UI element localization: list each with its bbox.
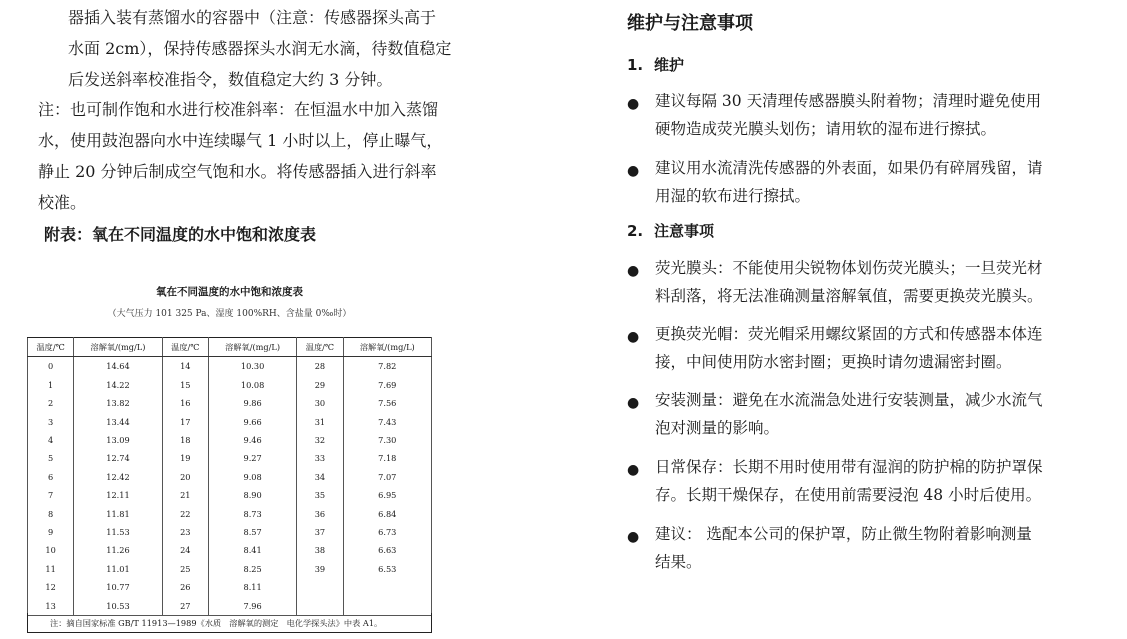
table-cell: 6.84 (343, 505, 431, 523)
table-cell: 27 (162, 597, 208, 616)
calibration-paragraph (38, 2, 451, 95)
table-row (28, 523, 432, 541)
bullet-item (627, 520, 1077, 576)
bullet-line: 硬物造成荧光膜头划伤；请用软的湿布进行擦拭。 (655, 120, 997, 138)
table-row (28, 505, 432, 523)
bullet-item (627, 320, 1077, 376)
table-cell: 13 (28, 597, 74, 616)
text-line: 注：也可制作饱和水进行校准斜率：在恒温水中加入蒸馏 (38, 100, 439, 119)
table-cell: 9.86 (208, 394, 296, 412)
column-header: 温度/℃ (297, 338, 343, 357)
table-cell: 6.63 (343, 541, 431, 559)
table-cell: 11.26 (74, 541, 162, 559)
table-cell: 12 (28, 578, 74, 596)
text-line: 后发送斜率校准指令，数值稳定大约 3 分钟。 (68, 70, 393, 89)
bullet-item (627, 254, 1077, 310)
bullet-line: 日常保存：长期不用时使用带有湿润的防护棉的防护罩保 (655, 458, 1043, 476)
table-cell: 10 (28, 541, 74, 559)
table-cell: 12.74 (74, 449, 162, 467)
table-header-row (28, 338, 432, 357)
table-cell: 8.57 (208, 523, 296, 541)
note-paragraph (38, 94, 442, 218)
bullet-line: 建议每隔 30 天清理传感器膜头附着物；清理时避免使用 (655, 92, 1042, 110)
table-title: 氧在不同温度的水中饱和浓度表 (156, 286, 303, 298)
section-heading-precautions (627, 220, 714, 241)
text-line: 校准。 (38, 193, 87, 212)
table-cell: 7 (28, 486, 74, 504)
table-cell: 23 (162, 523, 208, 541)
table-cell: 11.53 (74, 523, 162, 541)
table-cell: 1 (28, 376, 74, 394)
table-cell: 16 (162, 394, 208, 412)
column-header: 温度/℃ (162, 338, 208, 357)
table-subtitle: （大气压力 101 325 Pa、湿度 100%RH、含盐量 0‰时） (107, 309, 352, 319)
table-cell: 19 (162, 449, 208, 467)
text-line: 水面 2cm），保持传感器探头水润无水滴，待数值稳定 (68, 39, 452, 58)
table-row (28, 357, 432, 376)
bullet-line: 安装测量：避免在水流湍急处进行安装测量，减少水流气 (655, 391, 1043, 409)
table-cell: 26 (162, 578, 208, 596)
table-cell: 22 (162, 505, 208, 523)
bullet-item (627, 154, 1077, 210)
table-cell: 6 (28, 468, 74, 486)
bullet-line: 存。长期干燥保存，在使用前需要浸泡 48 小时后使用。 (655, 486, 1042, 504)
table-cell: 34 (297, 468, 343, 486)
bullet-icon: ● (627, 163, 640, 179)
table-row (28, 560, 432, 578)
column-header: 溶解氧/(mg/L) (208, 338, 296, 357)
table-row (28, 431, 432, 449)
section-title: 维护与注意事项 (627, 13, 753, 34)
bullet-icon: ● (627, 329, 640, 345)
table-cell: 8.73 (208, 505, 296, 523)
table-cell: 21 (162, 486, 208, 504)
table-cell: 4 (28, 431, 74, 449)
bullet-line: 接，中间使用防水密封圈；更换时请勿遗漏密封圈。 (655, 353, 1012, 371)
table-cell: 7.18 (343, 449, 431, 467)
table-cell: 6.53 (343, 560, 431, 578)
table-cell: 5 (28, 449, 74, 467)
table-row (28, 578, 432, 596)
table-cell: 10.08 (208, 376, 296, 394)
table-cell: 24 (162, 541, 208, 559)
bullet-line: 泡对测量的影响。 (655, 419, 780, 437)
table-cell: 9.66 (208, 413, 296, 431)
table-cell: 7.30 (343, 431, 431, 449)
table-cell: 8.90 (208, 486, 296, 504)
saturation-table (27, 337, 432, 616)
bullet-item (627, 453, 1077, 509)
bullet-icon: ● (627, 395, 640, 411)
table-cell: 33 (297, 449, 343, 467)
text-line: 静止 20 分钟后制成空气饱和水。将传感器插入进行斜率 (38, 162, 437, 181)
table-cell: 13.82 (74, 394, 162, 412)
table-cell: 7.43 (343, 413, 431, 431)
section-number: 1. (627, 56, 644, 74)
section-heading-maintenance (627, 54, 684, 75)
table-note: 注：摘自国家标准 GB/T 11913—1989《水质 溶解氧的测定 电化学探头法》中表 A1。 (27, 613, 432, 633)
bullet-icon: ● (627, 96, 640, 112)
table-cell: 7.82 (343, 357, 431, 376)
table-cell: 36 (297, 505, 343, 523)
table-cell: 25 (162, 560, 208, 578)
table-cell: 3 (28, 413, 74, 431)
table-cell: 14.64 (74, 357, 162, 376)
bullet-item (627, 87, 1077, 143)
table-cell: 10.77 (74, 578, 162, 596)
table-cell: 38 (297, 541, 343, 559)
table-cell: 0 (28, 357, 74, 376)
table-cell: 10.30 (208, 357, 296, 376)
table-cell: 20 (162, 468, 208, 486)
text-line: 水，使用鼓泡器向水中连续曝气 1 小时以上，停止曝气， (38, 131, 443, 150)
table-cell: 10.53 (74, 597, 162, 616)
table-cell: 8.11 (208, 578, 296, 596)
appendix-title: 附表：氧在不同温度的水中饱和浓度表 (44, 225, 317, 244)
table-row (28, 376, 432, 394)
saturation-table-figure (27, 284, 432, 636)
bullet-line: 荧光膜头：不能使用尖锐物体划伤荧光膜头；一旦荧光材 (655, 259, 1043, 277)
bullet-line: 建议用水流清洗传感器的外表面，如果仍有碎屑残留，请 (655, 159, 1043, 177)
table-cell: 37 (297, 523, 343, 541)
table-cell: 13.44 (74, 413, 162, 431)
table-cell: 7.56 (343, 394, 431, 412)
table-cell: 11.81 (74, 505, 162, 523)
table-cell: 6.95 (343, 486, 431, 504)
section-label: 维护 (654, 56, 685, 74)
table-cell: 14 (162, 357, 208, 376)
table-cell: 12.42 (74, 468, 162, 486)
section-label: 注意事项 (654, 222, 715, 240)
table-cell: 9.08 (208, 468, 296, 486)
table-cell: 8 (28, 505, 74, 523)
table-cell: 13.09 (74, 431, 162, 449)
table-cell: 29 (297, 376, 343, 394)
table-cell: 32 (297, 431, 343, 449)
table-cell: 12.11 (74, 486, 162, 504)
table-cell: 7.69 (343, 376, 431, 394)
text-line: 器插入装有蒸馏水的容器中（注意：传感器探头高于 (68, 8, 437, 27)
table-cell: 11.01 (74, 560, 162, 578)
table-cell: 6.73 (343, 523, 431, 541)
bullet-item (627, 386, 1077, 442)
table-cell: 7.96 (208, 597, 296, 616)
table-cell (343, 578, 431, 596)
table-cell: 31 (297, 413, 343, 431)
table-cell: 9 (28, 523, 74, 541)
bullet-line: 更换荧光帽：荧光帽采用螺纹紧固的方式和传感器本体连 (655, 325, 1043, 343)
bullet-line: 料刮落，将无法准确测量溶解氧值，需要更换荧光膜头。 (655, 287, 1043, 305)
table-cell: 18 (162, 431, 208, 449)
table-cell: 39 (297, 560, 343, 578)
table-row (28, 449, 432, 467)
table-row (28, 486, 432, 504)
table-cell: 9.27 (208, 449, 296, 467)
table-cell: 28 (297, 357, 343, 376)
table-row (28, 394, 432, 412)
table-cell: 35 (297, 486, 343, 504)
column-header: 溶解氧/(mg/L) (343, 338, 431, 357)
table-cell: 15 (162, 376, 208, 394)
column-header: 温度/℃ (28, 338, 74, 357)
bullet-icon: ● (627, 529, 640, 545)
table-cell: 11 (28, 560, 74, 578)
table-cell: 8.25 (208, 560, 296, 578)
table-cell: 30 (297, 394, 343, 412)
table-cell: 7.07 (343, 468, 431, 486)
table-body (28, 357, 432, 616)
table-row (28, 468, 432, 486)
table-cell: 14.22 (74, 376, 162, 394)
table-cell (297, 578, 343, 596)
table-row (28, 541, 432, 559)
table-cell: 2 (28, 394, 74, 412)
table-cell: 9.46 (208, 431, 296, 449)
table-cell: 17 (162, 413, 208, 431)
column-header: 溶解氧/(mg/L) (74, 338, 162, 357)
bullet-line: 用湿的软布进行擦拭。 (655, 187, 811, 205)
bullet-line: 结果。 (655, 553, 702, 571)
table-row (28, 413, 432, 431)
bullet-line: 建议： 选配本公司的保护罩，防止微生物附着影响测量 (655, 525, 1032, 543)
section-number: 2. (627, 222, 644, 240)
bullet-icon: ● (627, 263, 640, 279)
table-cell: 8.41 (208, 541, 296, 559)
bullet-icon: ● (627, 462, 640, 478)
